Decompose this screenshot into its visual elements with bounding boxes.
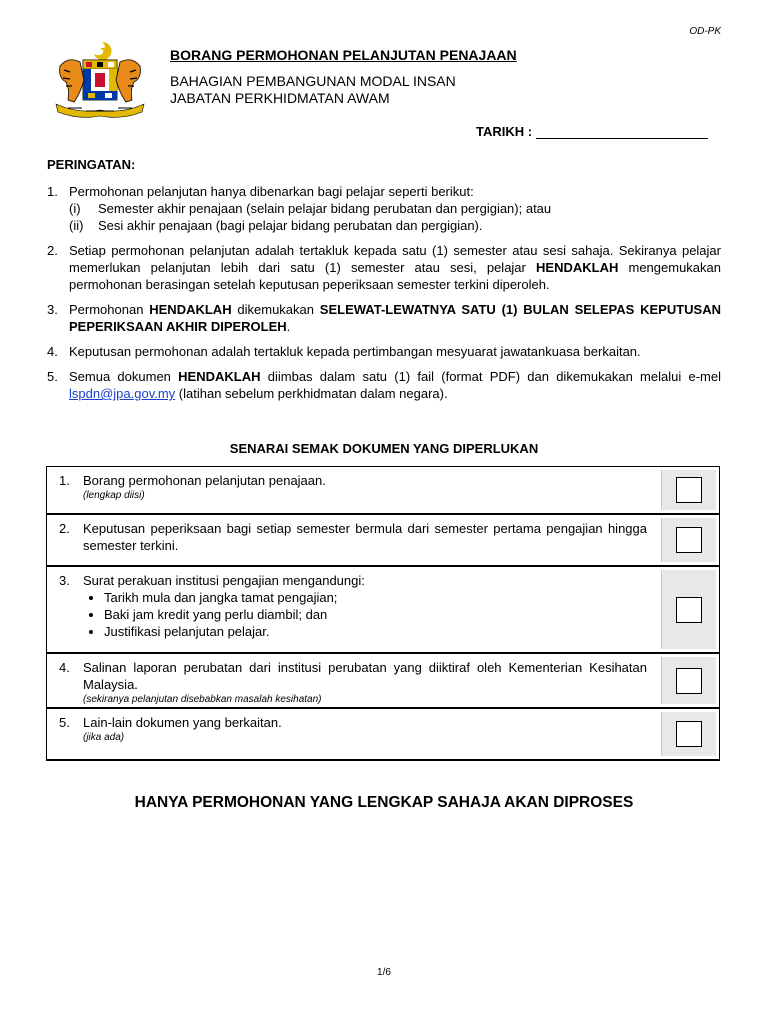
row-hint: (jika ada) (83, 732, 125, 743)
item-text: Setiap permohonan pelanjutan adalah tertakluk kepada satu (1) semester atau sesi sahaja. Sekiranya pelajar memerlukan pelanjutan lebih dari satu (1) semester atau sesi, pelajar HENDAKLAH mengemukakan permohonan berasingan setelah keputusan peperiksaan semester terkini diperoleh. (69, 243, 721, 292)
item-number: 4. (47, 344, 58, 359)
sub-item-text: Semester akhir penajaan (selain pelajar bidang perubatan dan pergigian); atau (98, 201, 552, 216)
row-number: 4. (59, 660, 70, 675)
date-blank-line[interactable] (536, 126, 708, 139)
checkbox-3[interactable] (676, 597, 702, 623)
checklist-heading: SENARAI SEMAK DOKUMEN YANG DIPERLUKAN (229, 441, 539, 456)
checkbox-2[interactable] (676, 527, 702, 553)
row-text: Salinan laporan perubatan dari institusi perubatan yang diiktiraf oleh Kementerian Kesihatan Malaysia. (83, 660, 647, 692)
checklist-row-2 (47, 515, 719, 567)
item-text: Permohonan pelanjutan hanya dibenarkan bagi pelajar seperti berikut: (69, 184, 474, 199)
form-code: OD-PK (689, 26, 721, 37)
warning-item-2 (47, 242, 721, 293)
row-text: Keputusan peperiksaan bagi setiap semester bermula dari semester pertama pengajian hingga semester terkini. (83, 521, 647, 553)
sub-item-i (69, 200, 721, 217)
bullet-item: • Baki jam kredit yang perlu diambil; dan (104, 606, 647, 623)
bullet-item: • Justifikasi pelanjutan pelajar. (104, 623, 647, 640)
bullet-item: • Tarikh mula dan jangka tamat pengajian; (104, 589, 647, 606)
checkbox-5[interactable] (676, 721, 702, 747)
warning-item-3 (47, 301, 721, 335)
row-hint: (lengkap diisi) (83, 490, 145, 501)
document-checklist-table (46, 466, 720, 761)
row-hint: (sekiranya pelanjutan disebabkan masalah kesihatan) (83, 694, 322, 705)
date-field (476, 124, 708, 139)
sub-item-label: (i) (69, 201, 81, 216)
row-text: Borang permohonan pelanjutan penajaan. (83, 473, 326, 488)
item-text: Permohonan HENDAKLAH dikemukakan SELEWAT-LEWATNYA SATU (1) BULAN SELEPAS KEPUTUSAN PEPERIKSAAN AKHIR DIPEROLEH. (69, 302, 721, 334)
item-number: 3. (47, 302, 58, 317)
row-text: Surat perakuan institusi pengajian mengandungi: (83, 573, 365, 588)
sub-item-text: Sesi akhir penajaan (bagi pelajar bidang perubatan dan pergigian). (98, 218, 483, 233)
item-number: 1. (47, 184, 58, 199)
row-text: Lain-lain dokumen yang berkaitan. (83, 715, 282, 730)
page-number: 1/6 (377, 967, 391, 978)
row-number: 5. (59, 715, 70, 730)
checklist-row-5 (47, 709, 719, 761)
checklist-row-1 (47, 467, 719, 515)
warning-item-1 (47, 183, 721, 234)
checkbox-4[interactable] (676, 668, 702, 694)
warning-item-5 (47, 368, 721, 402)
agency-name: JABATAN PERKHIDMATAN AWAM (170, 90, 390, 106)
department-name: BAHAGIAN PEMBANGUNAN MODAL INSAN (170, 73, 456, 89)
warning-heading: PERINGATAN: (47, 157, 136, 172)
row-number: 1. (59, 473, 70, 488)
checklist-row-3 (47, 567, 719, 654)
checklist-row-4 (47, 654, 719, 709)
email-link[interactable]: lspdn@jpa.gov.my (69, 386, 176, 401)
item-number: 5. (47, 369, 58, 384)
coat-of-arms-logo (50, 40, 150, 122)
sub-item-ii (69, 217, 721, 234)
item-text: Semua dokumen HENDAKLAH diimbas dalam satu (1) fail (format PDF) dan dikemukakan melalui e-mel lspdn@jpa.gov.my (latihan sebelum perkhidmatan dalam negara). (69, 369, 721, 401)
checkbox-1[interactable] (676, 477, 702, 503)
warning-list (47, 183, 721, 410)
completeness-notice: HANYA PERMOHONAN YANG LENGKAP SAHAJA AKAN DIPROSES (134, 794, 634, 811)
row-number: 3. (59, 573, 70, 588)
date-label: TARIKH : (476, 124, 533, 139)
warning-item-4 (47, 343, 721, 360)
sub-item-label: (ii) (69, 218, 84, 233)
form-title: BORANG PERMOHONAN PELANJUTAN PENAJAAN (170, 47, 517, 63)
row-number: 2. (59, 521, 70, 536)
row-bullet-list (59, 589, 647, 640)
item-text: Keputusan permohonan adalah tertakluk kepada pertimbangan mesyuarat jawatankuasa berkaitan. (69, 344, 641, 359)
item-number: 2. (47, 243, 58, 258)
